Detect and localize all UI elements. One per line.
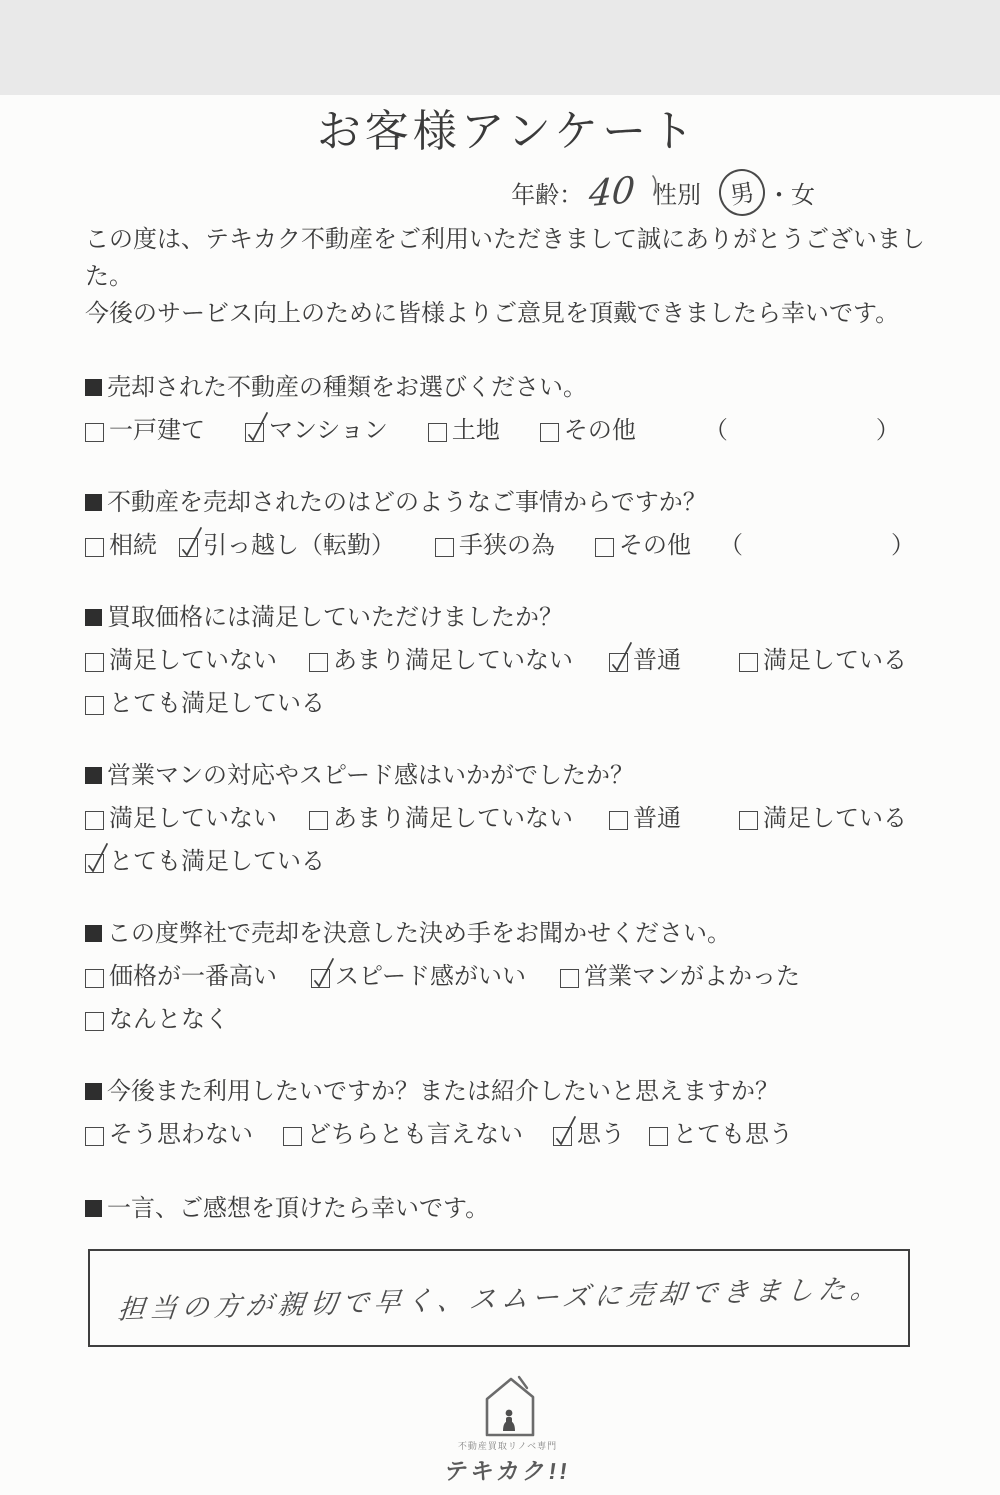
checkbox-option[interactable] <box>85 801 277 835</box>
checkbox-icon[interactable] <box>85 969 104 988</box>
section-bullet-icon <box>85 379 102 396</box>
section-bullet-icon <box>85 609 102 626</box>
question-heading <box>85 1074 930 1108</box>
checkbox-label: 満足していない <box>109 804 277 832</box>
paren-open: （ <box>703 416 728 444</box>
checkbox-label: とても満足している <box>109 689 325 717</box>
intro-line-2: 今後のサービス向上のために皆様よりご意見を頂戴できましたら幸いです。 <box>85 299 900 327</box>
checkbox-icon[interactable] <box>85 1127 104 1146</box>
checkbox-option[interactable] <box>739 801 907 835</box>
question-block-property-type <box>85 370 930 447</box>
section-bullet-icon <box>85 1083 102 1100</box>
checkbox-label: 引っ越し（転勤） <box>203 531 395 559</box>
checkbox-label: 普通 <box>633 804 681 832</box>
checkbox-option[interactable] <box>649 1117 793 1151</box>
checkbox-option[interactable] <box>309 643 573 677</box>
checkmark-icon <box>84 841 110 875</box>
checkbox-label: 満足していない <box>109 646 277 674</box>
question-heading-text: この度弊社で売却を決意した決め手をお聞かせください。 <box>107 919 731 947</box>
checkbox-icon[interactable] <box>85 653 104 672</box>
checkbox-option[interactable] <box>85 959 277 993</box>
section-bullet-icon <box>85 767 102 784</box>
checkbox-icon[interactable] <box>595 538 614 557</box>
company-logo <box>85 1373 930 1486</box>
checkbox-option[interactable] <box>609 801 681 835</box>
checkbox-icon[interactable] <box>179 538 198 557</box>
intro-line-1: この度は、テキカク不動産をご利用いただきまして誠にありがとうございました。 <box>85 225 925 290</box>
checkbox-option[interactable] <box>595 528 691 562</box>
checkbox-option[interactable] <box>309 801 573 835</box>
section-bullet-icon <box>85 494 102 511</box>
question-heading <box>85 485 930 519</box>
gender-separator: ・ <box>767 180 791 209</box>
checkbox-option[interactable] <box>435 528 555 562</box>
checkbox-option[interactable] <box>609 643 681 677</box>
question-block-sale-reason <box>85 485 930 562</box>
logo-tagline: 不動産買取リノベ専門 <box>457 1441 558 1451</box>
checkbox-icon[interactable] <box>85 538 104 557</box>
checkbox-option[interactable] <box>245 413 388 447</box>
question-heading-text: 営業マンの対応やスピード感はいかがでしたか？ <box>107 761 635 789</box>
checkbox-label: その他 <box>619 531 691 559</box>
options-row <box>85 686 930 720</box>
checkbox-icon[interactable] <box>309 653 328 672</box>
checkbox-option[interactable] <box>85 686 325 720</box>
checkbox-option[interactable] <box>85 413 205 447</box>
checkbox-icon[interactable] <box>85 1012 104 1031</box>
checkbox-option[interactable] <box>85 528 157 562</box>
checkbox-icon[interactable] <box>560 969 579 988</box>
checkbox-label: マンション <box>269 416 388 444</box>
options-row <box>85 528 930 562</box>
checkbox-option[interactable] <box>283 1117 523 1151</box>
checkbox-label: 思う <box>577 1120 625 1148</box>
checkbox-option[interactable] <box>85 844 325 878</box>
question-heading-text: 売却された不動産の種類をお選びください。 <box>107 373 587 401</box>
question-block-deciding-factor <box>85 916 930 1036</box>
checkbox-label: とても満足している <box>109 847 325 875</box>
checkbox-option[interactable] <box>540 413 636 447</box>
checkmark-icon <box>552 1114 578 1148</box>
section-bullet-icon <box>85 925 102 942</box>
question-heading-text: 今後また利用したいですか？または紹介したいと思えますか？ <box>107 1077 779 1105</box>
checkbox-label: なんとなく <box>109 1005 229 1033</box>
checkbox-label: どちらとも言えない <box>307 1120 523 1148</box>
gender-male-label: 男 <box>728 177 757 210</box>
paren-close: ） <box>875 416 900 444</box>
checkbox-icon[interactable] <box>553 1127 572 1146</box>
checkbox-icon[interactable] <box>609 811 628 830</box>
question-heading <box>85 370 930 404</box>
checkmark-icon <box>178 525 204 559</box>
options-row <box>85 413 930 447</box>
checkbox-icon[interactable] <box>309 811 328 830</box>
checkbox-label: 手狭の為 <box>459 531 555 559</box>
paren-open: （ <box>719 531 743 559</box>
age-value-handwritten: 40 <box>587 169 637 215</box>
checkbox-icon[interactable] <box>739 653 758 672</box>
intro-paragraph <box>85 221 930 332</box>
checkbox-label: 一戸建て <box>109 416 205 444</box>
question-block-agent-satisfaction <box>85 758 930 878</box>
paren-close: ） <box>891 531 915 559</box>
checkbox-icon[interactable] <box>85 696 104 715</box>
person-mark-icon <box>503 1410 515 1431</box>
checkbox-label: 土地 <box>451 416 500 444</box>
survey-title: お客様アンケート <box>316 106 699 157</box>
gender-female-label[interactable]: 女 <box>791 180 815 209</box>
checkbox-option[interactable] <box>85 1117 253 1151</box>
house-icon <box>469 1373 547 1437</box>
checkbox-option[interactable] <box>85 643 277 677</box>
comment-heading <box>85 1191 930 1225</box>
checkbox-option[interactable] <box>311 959 526 993</box>
section-bullet-icon <box>85 1200 102 1217</box>
comment-box[interactable] <box>88 1249 910 1347</box>
age-gender-row <box>85 169 930 215</box>
checkbox-icon[interactable] <box>85 811 104 830</box>
question-heading-text: 買取価格には満足していただけましたか？ <box>107 603 563 631</box>
checkmark-icon <box>310 956 336 990</box>
question-block-price-satisfaction <box>85 600 930 720</box>
checkbox-option[interactable] <box>85 1002 229 1036</box>
question-heading <box>85 600 930 634</box>
checkbox-icon[interactable] <box>283 1127 302 1146</box>
options-row <box>85 1117 930 1151</box>
checkmark-icon <box>608 640 634 674</box>
gender-male-circled[interactable] <box>715 165 768 219</box>
checkbox-icon[interactable] <box>739 811 758 830</box>
checkbox-label: あまり満足していない <box>333 804 573 832</box>
logo-brand-text: テキカク!! <box>442 1458 572 1484</box>
question-heading-text: 不動産を売却されたのはどのようなご事情からですか？ <box>107 488 707 516</box>
checkbox-icon[interactable] <box>85 854 104 873</box>
checkbox-icon[interactable] <box>649 1127 668 1146</box>
other-write-in[interactable] <box>704 413 900 447</box>
question-block-repeat-referral <box>85 1074 930 1151</box>
survey-sheet <box>0 95 1000 1495</box>
age-label: 年齢： <box>511 180 584 209</box>
checkbox-option[interactable] <box>179 528 395 562</box>
comment-section <box>85 1191 930 1347</box>
question-heading <box>85 758 930 792</box>
checkbox-label: あまり満足していない <box>333 646 573 674</box>
checkbox-label: そう思わない <box>109 1120 253 1148</box>
options-row <box>85 1002 930 1036</box>
checkbox-label: スピード感がいい <box>335 962 527 990</box>
pen-stray-mark-icon <box>648 175 662 197</box>
checkbox-label: 満足している <box>763 646 907 674</box>
options-row <box>85 801 930 835</box>
options-row <box>85 643 930 677</box>
checkbox-icon[interactable] <box>609 653 628 672</box>
gender-options <box>717 169 815 216</box>
gender-label: 性別 <box>653 180 701 209</box>
checkbox-label: 普通 <box>633 646 681 674</box>
checkbox-label: その他 <box>563 416 636 444</box>
checkbox-icon[interactable] <box>435 538 454 557</box>
question-heading <box>85 916 930 950</box>
checkbox-icon[interactable] <box>540 423 559 442</box>
checkbox-option[interactable] <box>553 1117 625 1151</box>
checkbox-option[interactable] <box>560 959 800 993</box>
checkbox-label: とても思う <box>673 1120 793 1148</box>
checkmark-icon <box>244 410 270 444</box>
checkbox-option[interactable] <box>739 643 907 677</box>
checkbox-label: 営業マンがよかった <box>584 962 801 990</box>
other-write-in[interactable] <box>719 528 915 562</box>
checkbox-label: 相続 <box>109 531 157 559</box>
checkbox-option[interactable] <box>428 413 500 447</box>
handwritten-comment: 担当の方が親切で早く、スムーズに売却できました。 <box>116 1273 884 1326</box>
checkbox-label: 満足している <box>763 804 907 832</box>
checkbox-icon[interactable] <box>85 423 104 442</box>
checkbox-icon[interactable] <box>311 969 330 988</box>
comment-heading-text: 一言、ご感想を頂けたら幸いです。 <box>107 1194 490 1222</box>
checkbox-label: 価格が一番高い <box>109 962 277 990</box>
options-row <box>85 959 930 993</box>
checkbox-icon[interactable] <box>245 423 264 442</box>
checkbox-icon[interactable] <box>428 423 447 442</box>
options-row <box>85 844 930 878</box>
